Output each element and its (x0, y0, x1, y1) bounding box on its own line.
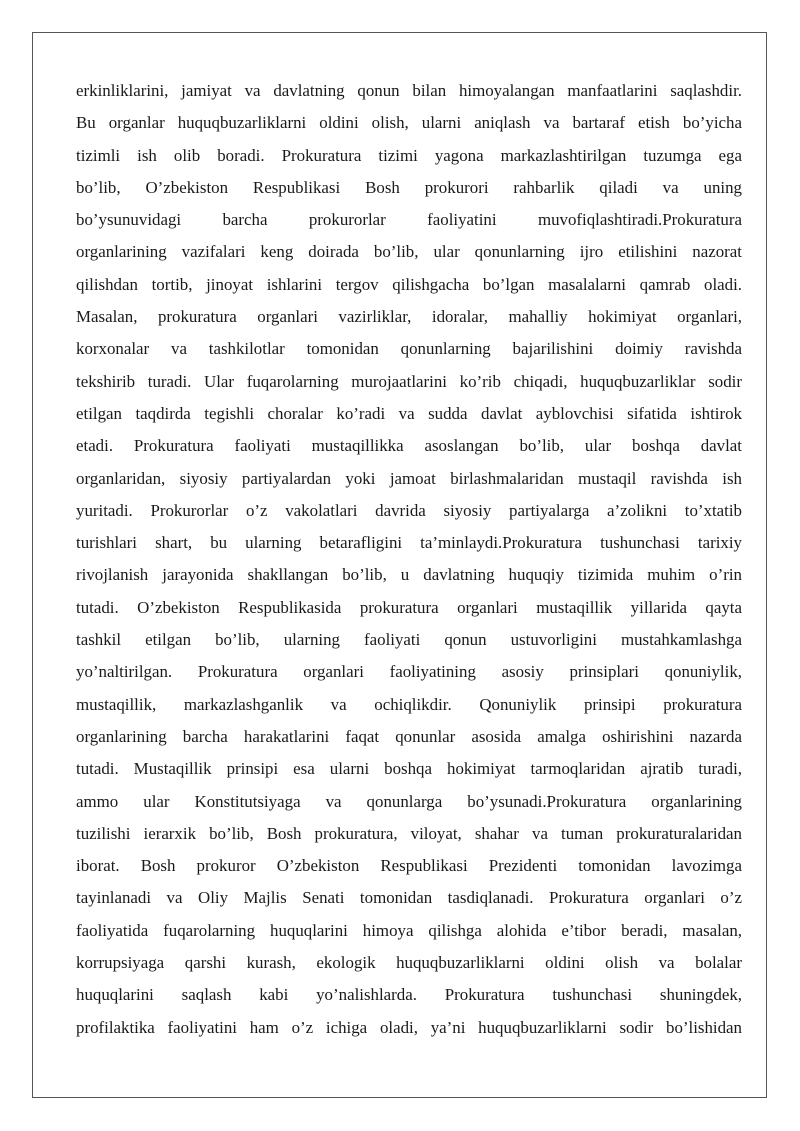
text-line: tuzilishi ierarxik bo’lib, Bosh prokuratura, viloyat, shahar va tuman prokuraturalaridan (76, 823, 742, 843)
text-line: tizimli ish olib boradi. Prokuratura tizimi yagona markazlashtirilgan tuzumga ega (76, 145, 742, 165)
text-line: Masalan, prokuratura organlari vazirliklar, idoralar, mahalliy hokimiyat organlari, (76, 307, 742, 327)
body-text (76, 75, 742, 1044)
text-line: erkinliklarini, jamiyat va davlatning qonun bilan himoyalangan manfaatlarini saqlashdir. (76, 81, 742, 100)
text-line: mustaqillik, markazlashganlik va ochiqlikdir. Qonuniylik prinsipi prokuratura (76, 694, 742, 714)
text-line: tutadi. O’zbekiston Respublikasida prokuratura organlari mustaqillik yillarida qayta (76, 597, 742, 617)
text-line: yo’naltirilgan. Prokuratura organlari faoliyatining asosiy prinsiplari qonuniylik, (76, 662, 742, 682)
text-line: ammo ular Konstitutsiyaga va qonunlarga bo’ysunadi.Prokuratura organlarining (76, 791, 742, 811)
text-line: faoliyatida fuqarolarning huquqlarini himoya qilishga alohida e’tibor beradi, masalan, (76, 920, 742, 940)
text-line: bo’lib, O’zbekiston Respublikasi Bosh prokurori rahbarlik qiladi va uning (76, 177, 742, 197)
text-line: yuritadi. Prokurorlar o’z vakolatlari davrida siyosiy partiyalarga a’zolikni to’xtatib (76, 500, 742, 520)
text-line: organlaridan, siyosiy partiyalardan yoki jamoat birlashmalaridan mustaqil ravishda ish (76, 468, 742, 488)
text-line: iborat. Bosh prokuror O’zbekiston Respublikasi Prezidenti tomonidan lavozimga (76, 856, 742, 876)
text-line: etilgan taqdirda tegishli choralar ko’radi va sudda davlat ayblovchisi sifatida ishtirok (76, 403, 742, 423)
text-line: Bu organlar huquqbuzarliklarni oldini olish, ularni aniqlash va bartaraf etish bo’yicha (76, 113, 742, 133)
text-line: organlarining vazifalari keng doirada bo’lib, ular qonunlarning ijro etilishini nazorat (76, 242, 742, 262)
text-line: korxonalar va tashkilotlar tomonidan qonunlarning bajarilishini doimiy ravishda (76, 339, 742, 359)
text-line: huquqlarini saqlash kabi yo’nalishlarda. Prokuratura tushunchasi shuningdek, (76, 985, 742, 1005)
text-line: profilaktika faoliyatini ham o’z ichiga oladi, ya’ni huquqbuzarliklarni sodir bo’lishidan (76, 1017, 742, 1037)
text-line: tutadi. Mustaqillik prinsipi esa ularni boshqa hokimiyat tarmoqlaridan ajratib turadi, (76, 759, 742, 779)
text-line: turishlari shart, bu ularning betarafligini ta’minlaydi.Prokuratura tushunchasi tarixiy (76, 533, 742, 553)
text-line: tekshirib turadi. Ular fuqarolarning murojaatlarini ko’rib chiqadi, huquqbuzarliklar sodir (76, 371, 742, 391)
text-line: tashkil etilgan bo’lib, ularning faoliyati qonun ustuvorligini mustahkamlashga (76, 630, 742, 650)
text-line: qilishdan tortib, jinoyat ishlarini tergov qilishgacha bo’lgan masalalarni qamrab oladi. (76, 274, 742, 294)
text-line: etadi. Prokuratura faoliyati mustaqillikka asoslangan bo’lib, ular boshqa davlat (76, 436, 742, 456)
text-line: organlarining barcha harakatlarini faqat qonunlar asosida amalga oshirishini nazarda (76, 726, 742, 746)
text-line: korrupsiyaga qarshi kurash, ekologik huquqbuzarliklarni oldini olish va bolalar (76, 953, 742, 973)
text-line: rivojlanish jarayonida shakllangan bo’lib, u davlatning huquqiy tizimida muhim o’rin (76, 565, 742, 585)
text-line: bo’ysunuvidagi barcha prokurorlar faoliyatini muvofiqlashtiradi.Prokuratura (76, 210, 742, 230)
text-line: tayinlanadi va Oliy Majlis Senati tomonidan tasdiqlanadi. Prokuratura organlari o’z (76, 888, 742, 908)
